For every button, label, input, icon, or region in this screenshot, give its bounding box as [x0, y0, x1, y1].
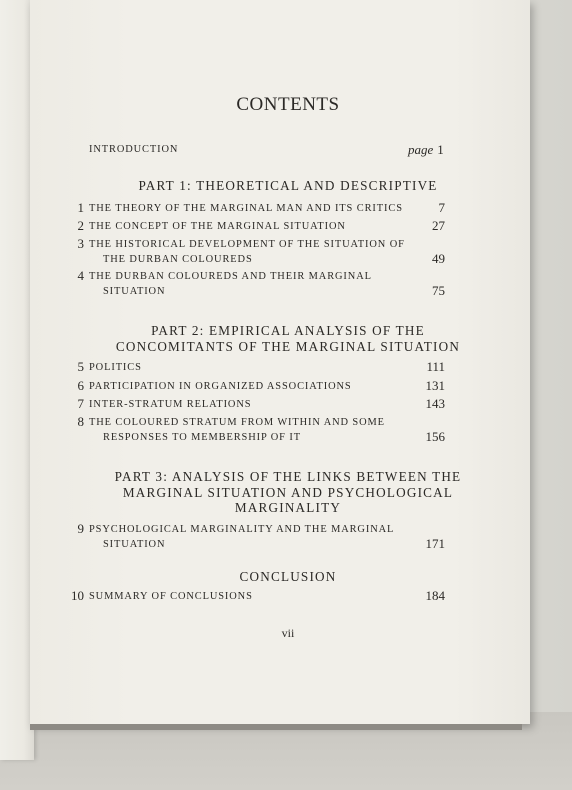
entry-8-title-line1: THE COLOURED STRATUM FROM WITHIN AND SOME: [89, 417, 385, 428]
entry-3-title-line1: THE HISTORICAL DEVELOPMENT OF THE SITUATION OF: [89, 239, 405, 250]
page: [30, 0, 530, 724]
entry-2-page: 27: [432, 218, 445, 233]
part3-heading-line1: PART 3: ANALYSIS OF THE LINKS BETWEEN THE: [114, 469, 462, 484]
entry-9-title-line1: PSYCHOLOGICAL MARGINALITY AND THE MARGINAL: [89, 524, 395, 535]
entry-7-number: 7: [77, 396, 84, 411]
part2-heading-line1: PART 2: EMPIRICAL ANALYSIS OF THE: [151, 323, 425, 338]
entry-9-title-line2: SITUATION: [103, 539, 166, 550]
introduction-page: [408, 141, 444, 159]
entry-4-number: 4: [77, 268, 84, 283]
part3-heading-line2: MARGINAL SITUATION AND PSYCHOLOGICAL: [122, 485, 454, 500]
page-prefix: page: [408, 142, 434, 157]
entry-6-page: 131: [425, 378, 445, 393]
entry-9-page: 171: [425, 536, 445, 551]
conclusion-heading: CONCLUSION: [239, 569, 337, 584]
part3-heading-line3: MARGINALITY: [234, 500, 342, 515]
entry-10-title: SUMMARY OF CONCLUSIONS: [89, 591, 253, 602]
entry-7-page: 143: [425, 396, 445, 411]
page-title: CONTENTS: [236, 94, 340, 115]
entry-1-title: THE THEORY OF THE MARGINAL MAN AND ITS CRITICS: [89, 203, 403, 214]
entry-6-title: PARTICIPATION IN ORGANIZED ASSOCIATIONS: [89, 381, 352, 392]
entry-10-number: 10: [71, 588, 84, 603]
entry-2-title: THE CONCEPT OF THE MARGINAL SITUATION: [89, 221, 346, 232]
entry-8-page: 156: [425, 429, 445, 444]
entry-5-number: 5: [77, 359, 84, 374]
entry-3-page: 49: [432, 251, 445, 266]
entry-1-page: 7: [438, 200, 445, 215]
part1-heading: PART 1: THEORETICAL AND DESCRIPTIVE: [138, 178, 438, 193]
entry-5-page: 111: [426, 359, 445, 374]
page-bottom-edge: [30, 724, 522, 730]
page-folio: vii: [281, 626, 295, 640]
part2-heading-line2: CONCOMITANTS OF THE MARGINAL SITUATION: [115, 339, 461, 354]
entry-9-number: 9: [77, 521, 84, 536]
entry-4-title-line2: SITUATION: [103, 286, 166, 297]
entry-2-number: 2: [77, 218, 84, 233]
entry-1-number: 1: [77, 200, 84, 215]
entry-8-number: 8: [77, 414, 84, 429]
introduction-page-number: 1: [437, 142, 444, 157]
entry-5-title: POLITICS: [89, 362, 142, 373]
entry-4-page: 75: [432, 283, 445, 298]
entry-3-number: 3: [77, 236, 84, 251]
entry-4-title-line1: THE DURBAN COLOUREDS AND THEIR MARGINAL: [89, 271, 372, 282]
entry-6-number: 6: [77, 378, 84, 393]
entry-8-title-line2: RESPONSES TO MEMBERSHIP OF IT: [103, 432, 301, 443]
entry-3-title-line2: THE DURBAN COLOUREDS: [103, 254, 253, 265]
introduction-label: INTRODUCTION: [89, 144, 179, 155]
left-page-stack: [0, 0, 34, 760]
entry-10-page: 184: [425, 588, 445, 603]
entry-7-title: INTER-STRATUM RELATIONS: [89, 399, 252, 410]
